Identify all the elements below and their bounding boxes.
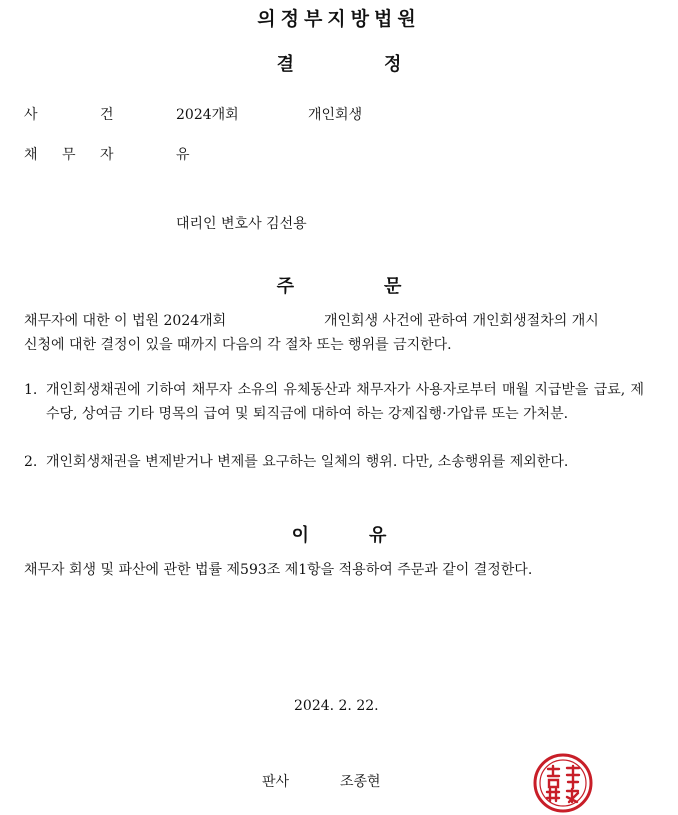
judge-title: 판사 <box>262 774 290 790</box>
case-type: 개인회생 <box>308 107 363 123</box>
item-text: 개인회생채권을 변제받거나 변제를 요구하는 일체의 행위. 다만, 소송행위를 제외한다. <box>46 454 569 470</box>
item-number: 1. <box>24 382 38 398</box>
case-label-2: 건 <box>100 107 114 123</box>
reason-heading <box>0 521 678 547</box>
reason-heading-char-1: 이 <box>291 525 309 546</box>
debtor-label-3: 자 <box>100 147 114 163</box>
case-number: 2024개회 <box>176 107 239 123</box>
order-heading-char-2: 문 <box>384 276 402 297</box>
decision-date: 2024. 2. 22. <box>294 698 379 714</box>
judge-name: 조종현 <box>340 774 381 790</box>
debtor-name: 유 <box>176 147 190 163</box>
seal-ring <box>535 755 591 811</box>
court-seal <box>532 752 594 814</box>
order-text-part-2: 개인회생 사건에 관하여 개인회생절차의 개시 <box>324 313 599 329</box>
reason-heading-char-2: 유 <box>369 525 387 546</box>
seal-glyph-strokes <box>547 766 579 802</box>
court-name: 의정부지방법원 <box>257 8 421 30</box>
doc-type-char-1: 결 <box>276 54 294 75</box>
document-type-heading <box>0 50 678 76</box>
debtor-label-1: 채 <box>24 147 38 163</box>
reason-text: 채무자 회생 및 파산에 관한 법률 제593조 제1항을 적용하여 주문과 같이 결정한다. <box>24 562 533 578</box>
list-item <box>24 450 644 474</box>
order-text-part-3: 신청에 대한 결정이 있을 때까지 다음의 각 절차 또는 행위를 금지한다. <box>24 337 452 353</box>
list-item <box>24 378 644 426</box>
order-heading <box>0 272 678 298</box>
doc-type-char-2: 정 <box>384 54 402 75</box>
debtor-label-2: 무 <box>62 147 76 163</box>
item-text: 개인회생채권에 기하여 채무자 소유의 유체동산과 채무자가 사용자로부터 매월 지급받을 급료, 제수당, 상여금 기타 명목의 급여 및 퇴직금에 대하여 하는 강제집행·가압류 또는 가처분. <box>46 382 644 422</box>
order-text-part-1: 채무자에 대한 이 법원 2024개회 <box>24 313 227 329</box>
order-heading-char-1: 주 <box>276 276 294 297</box>
case-label-1: 사 <box>24 107 38 123</box>
agent-line: 대리인 변호사 김선용 <box>176 216 307 232</box>
item-number: 2. <box>24 454 38 470</box>
